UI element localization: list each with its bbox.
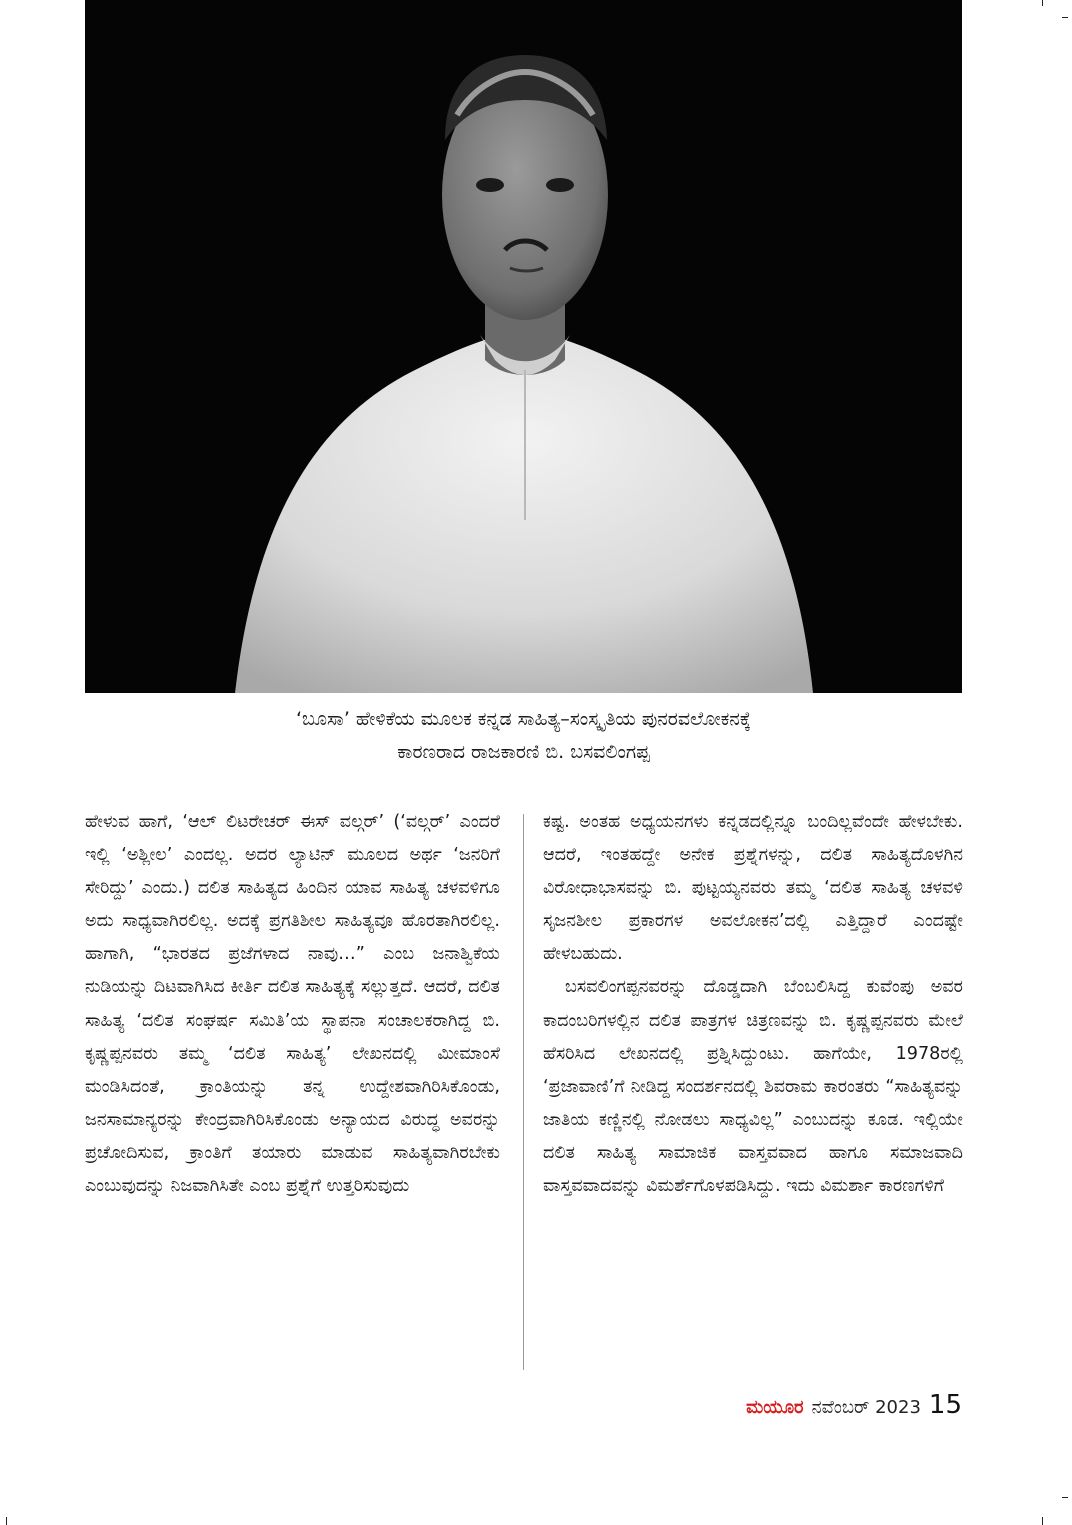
crop-mark <box>1062 1497 1068 1498</box>
portrait-photo <box>85 0 962 693</box>
paragraph: ಕಷ್ಟ. ಅಂತಹ ಅಧ್ಯಯನಗಳು ಕನ್ನಡದಲ್ಲಿನ್ನೂ ಬಂದಿಲ್ಲವೆಂದೇ ಹೇಳಬೇಕು. ಆದರೆ, ಇಂತಹದ್ದೇ ಅನೇಕ ಪ್ರಶ್ನೆಗಳನ್ನು, ದಲಿತ ಸಾಹಿತ್ಯದೊಳಗಿನ ವಿರೋಧಾಭಾಸವನ್ನು ಬಿ. ಪುಟ್ಟಯ್ಯನವರು ತಮ್ಮ ‘ದಲಿತ ಸಾಹಿತ್ಯ ಚಳವಳಿ ಸೃಜನಶೀಲ ಪ್ರಕಾರಗಳ ಅವಲೋಕನ’ದಲ್ಲಿ ಎತ್ತಿದ್ದಾರೆ ಎಂದಷ್ಟೇ ಹೇಳಬಹುದು. <box>543 812 963 965</box>
crop-mark <box>1042 1517 1043 1525</box>
article-column-left <box>85 806 500 1203</box>
page-number: 15 <box>928 1390 962 1420</box>
article-column-right <box>543 806 963 1203</box>
crop-mark <box>1062 17 1068 18</box>
column-divider <box>523 814 524 1370</box>
paragraph: ಬಸವಲಿಂಗಪ್ಪನವರನ್ನು ದೊಡ್ಡದಾಗಿ ಬೆಂಬಲಿಸಿದ್ದ ಕುವೆಂಪು ಅವರ ಕಾದಂಬರಿಗಳಲ್ಲಿನ ದಲಿತ ಪಾತ್ರಗಳ ಚಿತ್ರಣವನ್ನು ಬಿ. ಕೃಷ್ಣಪ್ಪನವರು ಮೇಲೆ ಹೆಸರಿಸಿದ ಲೇಖನದಲ್ಲಿ ಪ್ರಶ್ನಿಸಿದ್ದುಂಟು. ಹಾಗೆಯೇ, 1978ರಲ್ಲಿ ‘ಪ್ರಜಾವಾಣಿ’ಗೆ ನೀಡಿದ್ದ ಸಂದರ್ಶನದಲ್ಲಿ ಶಿವರಾಮ ಕಾರಂತರು “ಸಾಹಿತ್ಯವನ್ನು ಜಾತಿಯ ಕಣ್ಣಿನಲ್ಲಿ ನೋಡಲು ಸಾಧ್ಯವಿಲ್ಲ” ಎಂಬುದನ್ನು ಕೂಡ. ಇಲ್ಲಿಯೇ ದಲಿತ ಸಾಹಿತ್ಯ ಸಾಮಾಜಿಕ ವಾಸ್ತವವಾದ ಹಾಗೂ ಸಮಾಜವಾದಿ ವಾಸ್ತವವಾದವನ್ನು ವಿಮರ್ಶೆಗೊಳಪಡಿಸಿದ್ದು. ಇದು ವಿಮರ್ಶಾ ಕಾರಣಗಳಿಗೆ <box>543 977 963 1197</box>
crop-mark <box>1042 0 1043 6</box>
paragraph: ಹೇಳುವ ಹಾಗೆ, ‘ಆಲ್ ಲಿಟರೇಚರ್ ಈಸ್ ವಲ್ಗರ್’ (‘ವಲ್ಗರ್’ ಎಂದರೆ ಇಲ್ಲಿ ‘ಅಶ್ಲೀಲ’ ಎಂದಲ್ಲ. ಅದರ ಲ್ಯಾಟಿನ್ ಮೂಲದ ಅರ್ಥ ‘ಜನರಿಗೆ ಸೇರಿದ್ದು’ ಎಂದು.) ದಲಿತ ಸಾಹಿತ್ಯದ ಹಿಂದಿನ ಯಾವ ಸಾಹಿತ್ಯ ಚಳವಳಿಗೂ ಅದು ಸಾಧ್ಯವಾಗಿರಲಿಲ್ಲ. ಅದಕ್ಕೆ ಪ್ರಗತಿಶೀಲ ಸಾಹಿತ್ಯವೂ ಹೊರತಾಗಿರಲಿಲ್ಲ. ಹಾಗಾಗಿ, “ಭಾರತದ ಪ್ರಜೆಗಳಾದ ನಾವು…” ಎಂಬ ಜನಾಶ್ವಿಕೆಯ ನುಡಿಯನ್ನು ದಿಟವಾಗಿಸಿದ ಕೀರ್ತಿ ದಲಿತ ಸಾಹಿತ್ಯಕ್ಕೆ ಸಲ್ಲುತ್ತದೆ. ಆದರೆ, ದಲಿತ ಸಾಹಿತ್ಯ ‘ದಲಿತ ಸಂಘರ್ಷ ಸಮಿತಿ’ಯ ಸ್ಥಾಪನಾ ಸಂಚಾಲಕರಾಗಿದ್ದ ಬಿ. ಕೃಷ್ಣಪ್ಪನವರು ತಮ್ಮ ‘ದಲಿತ ಸಾಹಿತ್ಯ’ ಲೇಖನದಲ್ಲಿ ಮೀಮಾಂಸೆ ಮಂಡಿಸಿದಂತೆ, ಕ್ರಾಂತಿಯನ್ನು ತನ್ನ ಉದ್ದೇಶವಾಗಿರಿಸಿಕೊಂಡು, ಜನಸಾಮಾನ್ಯರನ್ನು ಕೇಂದ್ರವಾಗಿರಿಸಿಕೊಂಡು ಅನ್ಯಾಯದ ವಿರುದ್ಧ ಅವರನ್ನು ಪ್ರಚೋದಿಸುವ, ಕ್ರಾಂತಿಗೆ ತಯಾರು ಮಾಡುವ ಸಾಹಿತ್ಯವಾಗಿರಬೇಕು ಎಂಬುವುದನ್ನು ನಿಜವಾಗಿಸಿತೇ ಎಂಬ ಪ್ರಶ್ನೆಗೆ ಉತ್ತರಿಸುವುದು <box>85 812 500 1197</box>
page-footer <box>746 1390 962 1420</box>
caption-line-1: ‘ಬೂಸಾ’ ಹೇಳಿಕೆಯ ಮೂಲಕ ಕನ್ನಡ ಸಾಹಿತ್ಯ–ಸಂಸ್ಕೃತಿಯ ಪುನರವಲೋಕನಕ್ಕೆ <box>296 708 751 730</box>
photo-caption <box>85 703 962 769</box>
portrait-image <box>85 0 962 693</box>
magazine-logo: ಮಯೂರ <box>746 1397 804 1418</box>
crop-mark <box>6 1517 7 1525</box>
caption-line-2: ಕಾರಣರಾದ ರಾಜಕಾರಣಿ ಬಿ. ಬಸವಲಿಂಗಪ್ಪ <box>397 741 650 763</box>
issue-date: ನವೆಂಬರ್ 2023 <box>811 1397 921 1418</box>
